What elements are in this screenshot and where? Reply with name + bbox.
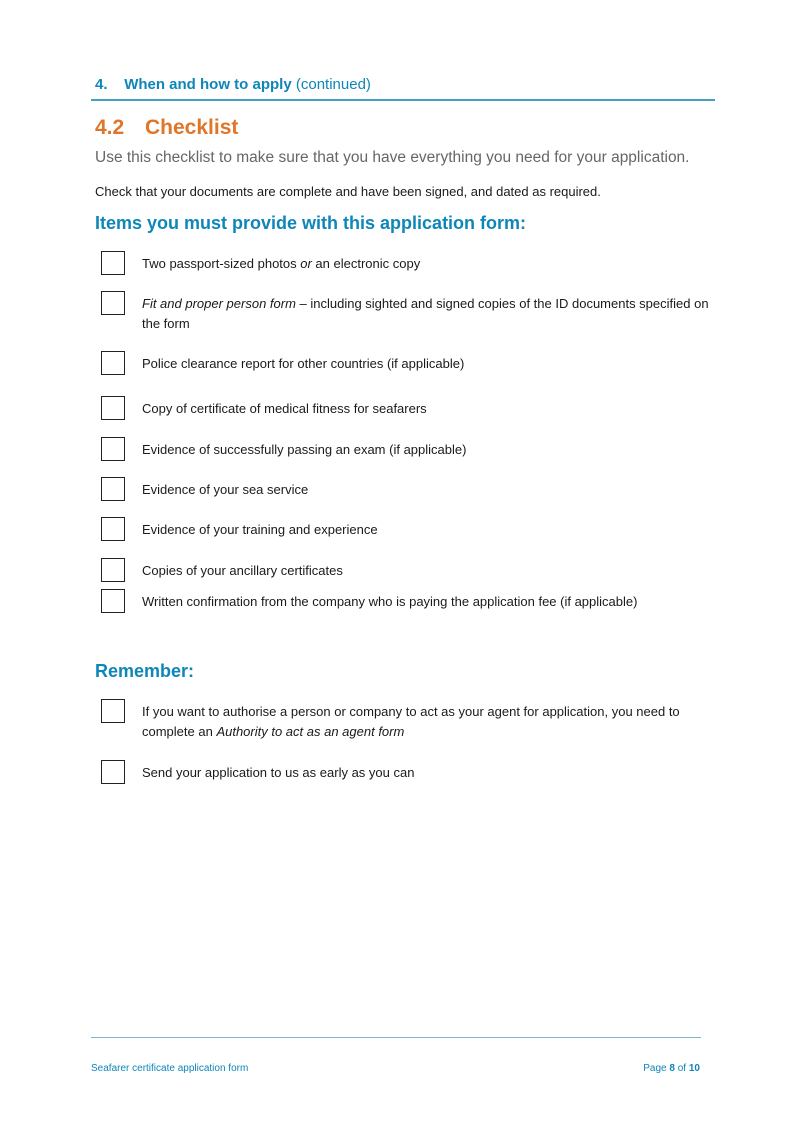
checklist-item	[142, 294, 712, 334]
section-number: 4.2	[95, 116, 125, 139]
intro-text: Use this checklist to make sure that you have everything you need for your application.	[95, 149, 690, 166]
checklist-item	[142, 702, 712, 742]
section-header	[95, 76, 371, 93]
header-divider	[91, 99, 715, 101]
checklist-item	[142, 399, 712, 419]
item-text: Police clearance report for other countries (if applicable)	[142, 356, 465, 371]
item-text: If you want to authorise a person or company to act as your agent for application, you need to complete an	[142, 704, 680, 739]
item-text: Evidence of successfully passing an exam (if applicable)	[142, 442, 467, 457]
item-text: Copy of certificate of medical fitness for seafarers	[142, 401, 427, 416]
checkbox[interactable]	[101, 351, 125, 375]
checklist-item	[142, 254, 712, 274]
header-number: 4.	[95, 76, 108, 93]
checkbox[interactable]	[101, 760, 125, 784]
items-heading: Items you must provide with this application form:	[95, 213, 527, 233]
item-text: Two passport-sized photos	[142, 256, 301, 271]
of-label: of	[677, 1063, 687, 1074]
item-text: an electronic copy	[311, 256, 421, 271]
item-text: Authority to act as an agent form	[216, 724, 405, 739]
footer-divider	[91, 1037, 701, 1038]
checklist-item	[142, 520, 712, 540]
checkbox[interactable]	[101, 699, 125, 723]
footer-title: Seafarer certificate application form	[91, 1063, 249, 1074]
item-text: Copies of your ancillary certificates	[142, 563, 343, 578]
checkbox[interactable]	[101, 437, 125, 461]
header-suffix: (continued)	[295, 76, 371, 93]
item-text: Evidence of your training and experience	[142, 522, 378, 537]
checkbox[interactable]	[101, 517, 125, 541]
instruction-text: Check that your documents are complete and have been signed, and dated as required.	[95, 184, 601, 199]
checklist-item	[142, 561, 712, 581]
checkbox[interactable]	[101, 589, 125, 613]
checkbox[interactable]	[101, 396, 125, 420]
checkbox[interactable]	[101, 251, 125, 275]
section-title	[95, 116, 238, 140]
checkbox[interactable]	[101, 558, 125, 582]
current-page: 8	[669, 1063, 675, 1074]
item-text: or	[300, 256, 312, 271]
item-text: Fit and proper person form	[142, 296, 296, 311]
page-number	[643, 1063, 700, 1074]
checklist-item	[142, 440, 712, 460]
checklist-item	[142, 592, 712, 612]
item-text: Written confirmation from the company who is paying the application fee (if applicable)	[142, 594, 638, 609]
checklist-item	[142, 354, 712, 374]
item-text: Send your application to us as early as you can	[142, 765, 415, 780]
total-pages: 10	[688, 1063, 700, 1074]
checklist-item	[142, 763, 712, 783]
checkbox[interactable]	[101, 291, 125, 315]
item-text: Evidence of your sea service	[142, 482, 309, 497]
page-label: Page	[643, 1063, 667, 1074]
section-title-text: Checklist	[145, 116, 239, 139]
checkbox[interactable]	[101, 477, 125, 501]
header-title: When and how to apply	[124, 76, 292, 93]
remember-heading: Remember:	[95, 661, 195, 681]
item-text: – including sighted and signed copies of the ID documents specified on the form	[142, 296, 709, 331]
checklist-item	[142, 480, 712, 500]
